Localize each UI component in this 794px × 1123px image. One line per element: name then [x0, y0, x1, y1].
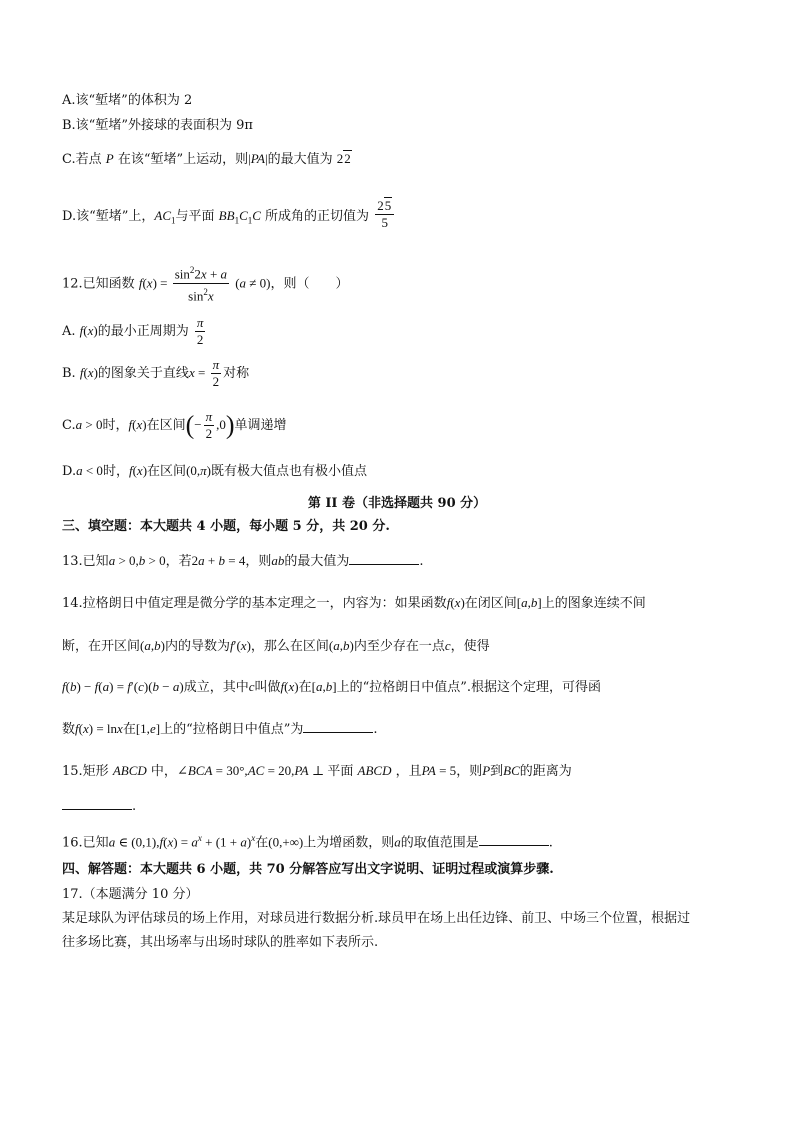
- q11-option-d: D.该“堑堵”上，$AC_1$与平面 $BB_1C_1C$ 所成角的正切值为 $\frac{25}{5}$: [62, 200, 396, 233]
- q15-blank: .: [62, 797, 136, 816]
- q11-option-a: A.该“堑堵”的体积为 2: [62, 93, 193, 108]
- q11-option-c: C.若点 P 在该“堑堵”上运动，则|PA|的最大值为 22: [62, 151, 351, 167]
- q17-header: 17.（本题满分 10 分）: [62, 887, 199, 902]
- q15: 15.矩形 ABCD 中，∠BCA = 30°,AC = 20,PA ⊥ 平面 ABCD ，且PA = 5，则P到BC的距离为: [62, 763, 572, 779]
- q17-paragraph-line2: 往多场比赛，其出场率与出场时球队的胜率如下表所示.: [62, 935, 379, 950]
- q12-option-d: D.a < 0时，f(x)在区间(0,π)既有极大值点也有极小值点: [62, 463, 368, 479]
- q14-line4: 数f(x) = lnx在[1,e]上的“拉格朗日中值点”为 .: [62, 721, 378, 737]
- section4-title: 四、解答题：本大题共 6 小题，共 70 分解答应写出文字说明、证明过程或演算步骤.: [62, 862, 554, 877]
- section3-title: 三、填空题：本大题共 4 小题，每小题 5 分，共 20 分.: [62, 519, 390, 534]
- q11-option-b: B.该“堑堵”外接球的表面积为 9π: [62, 118, 253, 133]
- q14-line1: 14.拉格朗日中值定理是微分学的基本定理之一，内容为：如果函数f(x)在闭区间[a,b]上的图象连续不间: [62, 595, 646, 611]
- q14-line2: 断，在开区间(a,b)内的导数为f′(x)，那么在区间(a,b)内至少存在一点c，使得: [62, 638, 490, 654]
- q12-stem: 12.已知函数 f(x) = $\frac{\sin^22x + a}{\sin^2x}$ (a ≠ 0)，则（ ）: [62, 262, 349, 306]
- part2-title: 第 II 卷（非选择题共 90 分）: [307, 496, 487, 511]
- q16: 16.已知a ∈ $(0,1),f(x) = a^x + (1 + a)^x$在(0,+∞)上为增函数，则a的取值范围是 .: [62, 833, 553, 851]
- q12-option-a: A. f(x)的最小正周期为 $\frac{\pi}{2}$: [62, 315, 204, 347]
- q17-paragraph-line1: 某足球队为评估球员的场上作用，对球员进行数据分析.球员甲在场上出任边锋、前卫、中场三个位置，根据过: [62, 911, 691, 926]
- q13: 13.已知a > 0,b > 0，若2a + b = 4，则ab的最大值为 .: [62, 553, 424, 569]
- q14-line3: f(b) − f(a) = f′(c)(b − a)成立，其中c叫做f(x)在[a,b]上的“拉格朗日中值点”.根据这个定理，可得函: [62, 679, 602, 695]
- q12-option-b: B. f(x)的图象关于直线x = $\frac{\pi}{2}$ 对称: [62, 357, 250, 389]
- q12-option-c: C.a > 0时，f(x)在区间(− $\frac{\pi}{2}$ ,0)单调递增: [62, 409, 287, 441]
